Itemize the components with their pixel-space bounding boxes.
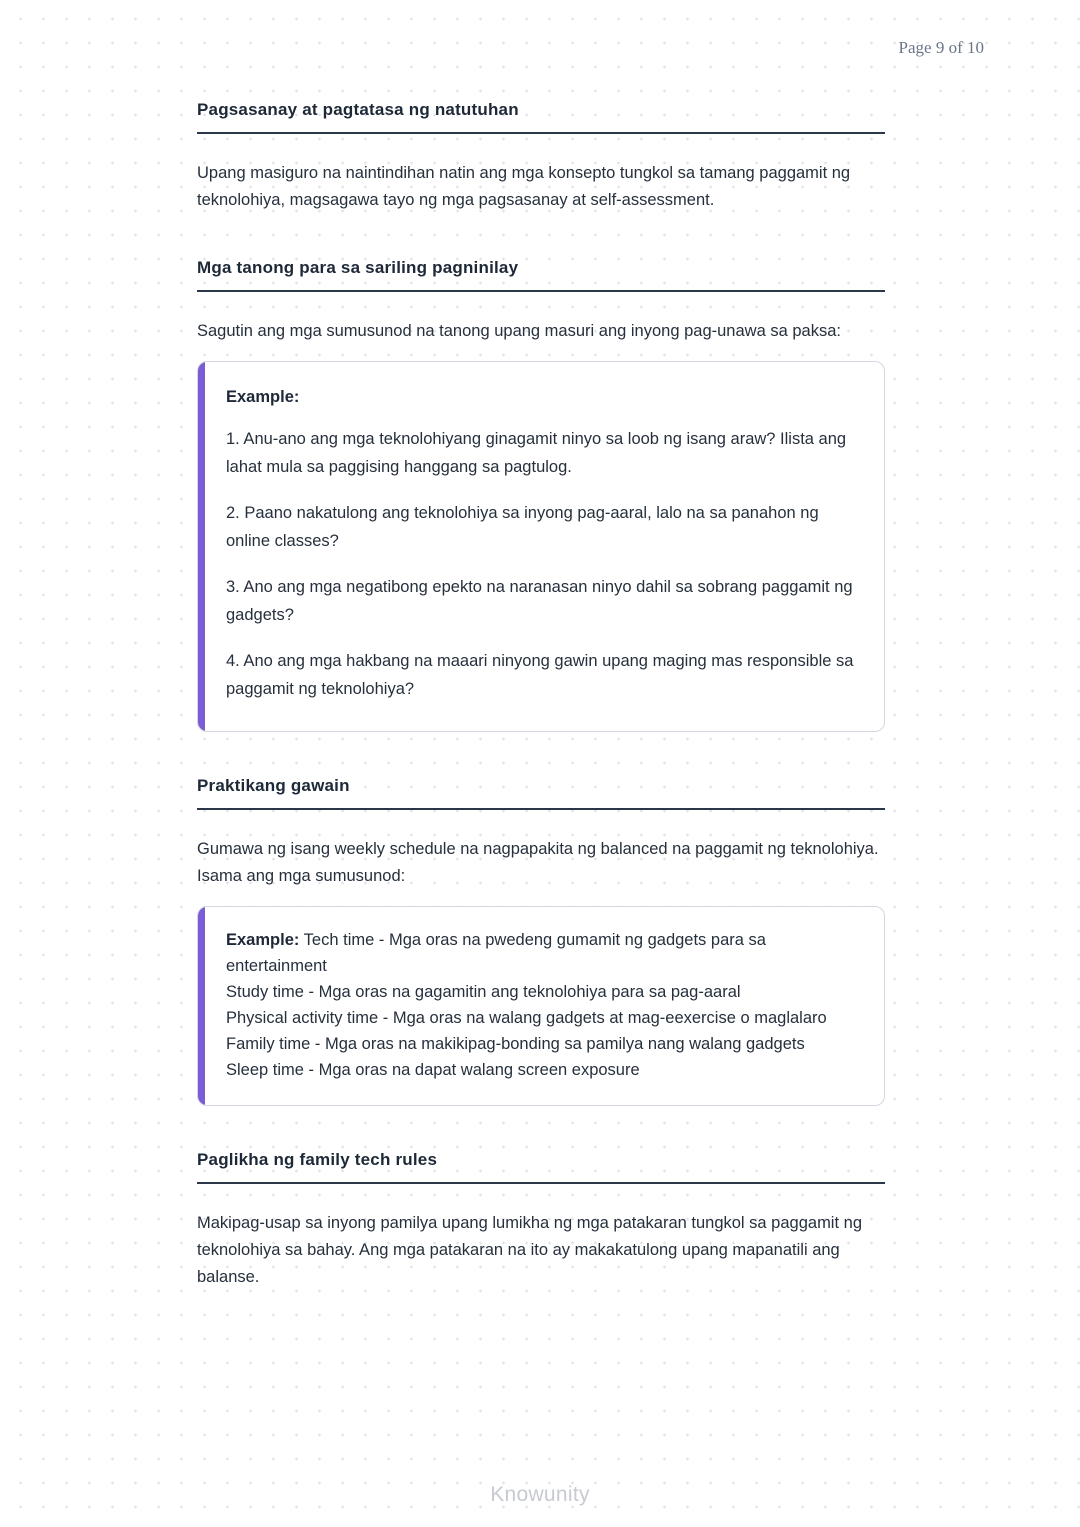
accent-bar bbox=[198, 907, 205, 1105]
example-item: 3. Ano ang mga negatibong epekto na naranasan ninyo dahil sa sobrang paggamit ng gadgets? bbox=[226, 578, 853, 624]
example-label: Example: bbox=[226, 931, 300, 949]
document-content bbox=[197, 0, 885, 1291]
example-box-content bbox=[198, 907, 884, 1105]
section-heading: Paglikha ng family tech rules bbox=[197, 1150, 885, 1184]
example-line bbox=[226, 927, 854, 979]
section-heading: Praktikang gawain bbox=[197, 776, 885, 810]
section-pagsasanay-at-pagtatasa bbox=[197, 100, 885, 214]
accent-bar bbox=[198, 362, 205, 731]
example-item: 1. Anu-ano ang mga teknolohiyang ginagamit ninyo sa loob ng isang araw? Ilista ang lahat mula sa paggising hanggang sa pagtulog. bbox=[226, 430, 847, 476]
paragraph: Makipag-usap sa inyong pamilya upang lumikha ng mga patakaran tungkol sa paggamit ng teknolohiya sa bahay. Ang mga patakaran na ito ay makakatulong upang mapanatili ang balanse. bbox=[197, 1214, 862, 1286]
section-praktikang-gawain bbox=[197, 776, 885, 1106]
page-indicator: Page 9 of 10 bbox=[898, 38, 984, 57]
example-line-text: Tech time - Mga oras na pwedeng gumamit ng gadgets para sa entertainment bbox=[226, 931, 766, 975]
footer-brand: Knowunity bbox=[490, 1483, 590, 1506]
example-box-reflection-questions bbox=[197, 361, 885, 732]
paragraph: Upang masiguro na naintindihan natin ang mga konsepto tungkol sa tamang paggamit ng teknolohiya, magsagawa tayo ng mga pagsasanay at self-assessment. bbox=[197, 164, 851, 209]
paragraph: Sagutin ang mga sumusunod na tanong upang masuri ang inyong pag-unawa sa paksa: bbox=[197, 322, 841, 340]
example-line: Sleep time - Mga oras na dapat walang screen exposure bbox=[226, 1061, 640, 1079]
section-mga-tanong bbox=[197, 258, 885, 732]
paragraph: Gumawa ng isang weekly schedule na nagpapakita ng balanced na paggamit ng teknolohiya. Isama ang mga sumusunod: bbox=[197, 840, 879, 885]
example-item: 4. Ano ang mga hakbang na maaari ninyong gawin upang maging mas responsible sa paggamit ng teknolohiya? bbox=[226, 652, 854, 698]
section-family-tech-rules bbox=[197, 1150, 885, 1291]
example-item: 2. Paano nakatulong ang teknolohiya sa inyong pag-aaral, lalo na sa panahon ng online classes? bbox=[226, 504, 819, 550]
section-heading: Pagsasanay at pagtatasa ng natutuhan bbox=[197, 100, 885, 134]
section-heading: Mga tanong para sa sariling pagninilay bbox=[197, 258, 885, 292]
example-box-weekly-schedule bbox=[197, 906, 885, 1106]
example-label: Example: bbox=[226, 388, 300, 406]
example-line: Study time - Mga oras na gagamitin ang teknolohiya para sa pag-aaral bbox=[226, 983, 741, 1001]
example-line: Physical activity time - Mga oras na walang gadgets at mag-eexercise o maglalaro bbox=[226, 1009, 827, 1027]
example-line: Family time - Mga oras na makikipag-bonding sa pamilya nang walang gadgets bbox=[226, 1035, 805, 1053]
example-box-content bbox=[198, 362, 884, 731]
